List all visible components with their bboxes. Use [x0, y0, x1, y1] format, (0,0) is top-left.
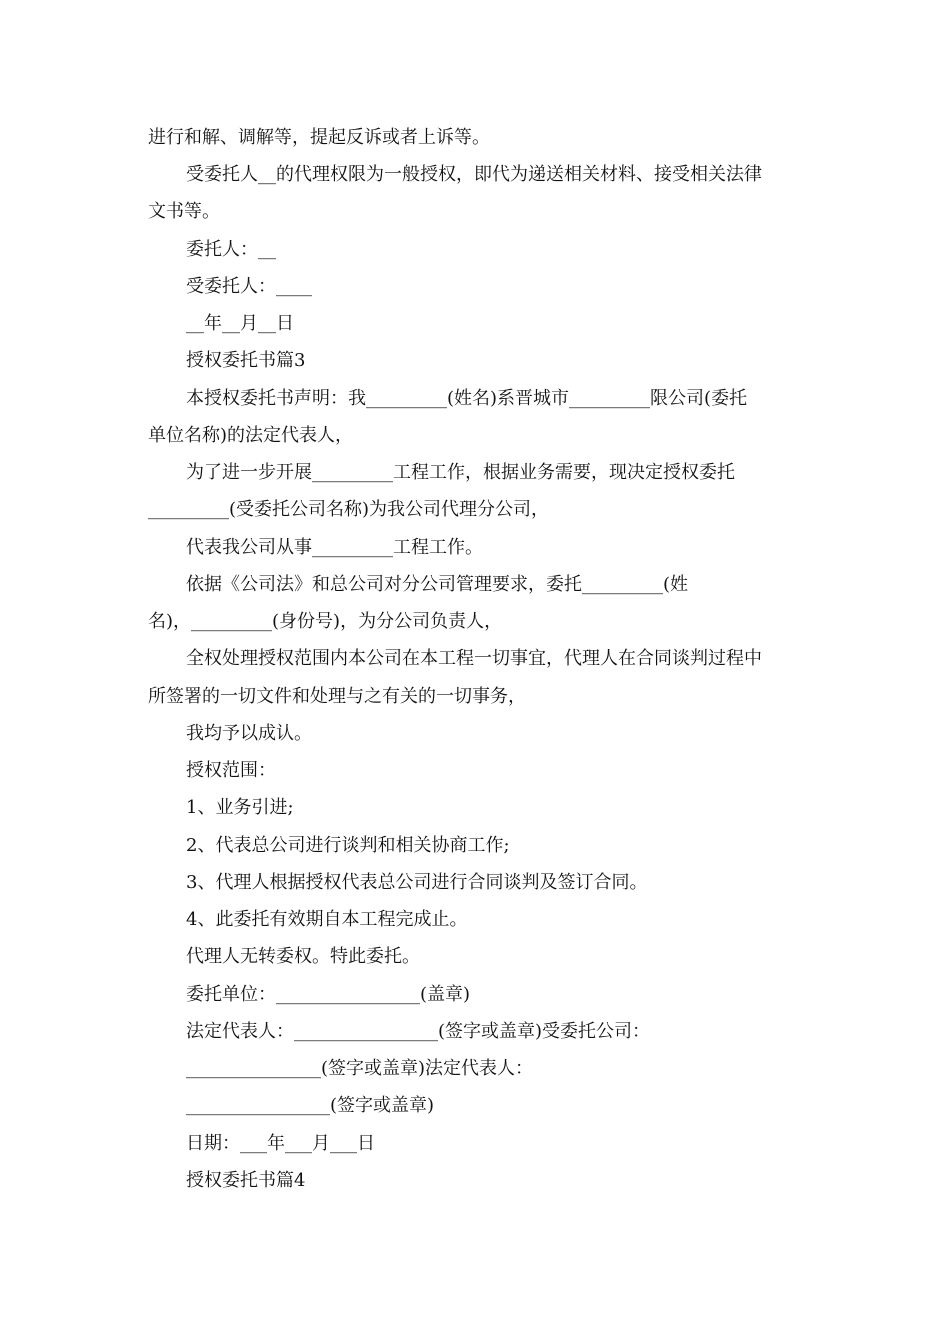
text-line: 名)，_________(身份号)，为分公司负责人，: [148, 611, 503, 632]
text-line: 受委托人：____: [186, 276, 312, 297]
text-line: ________________(签字或盖章): [186, 1095, 435, 1116]
text-line: 本授权委托书声明：我_________(姓名)系晋城市_________限公司(委托: [186, 388, 748, 409]
text-line: 日期：___年___月___日: [186, 1133, 375, 1154]
text-line: 代理人无转委权。特此委托。: [186, 946, 420, 967]
text-line: 全权处理授权范围内本公司在本工程一切事宜，代理人在合同谈判过程中: [186, 648, 762, 669]
list-item: 4、此委托有效期自本工程完成止。: [186, 909, 468, 930]
section-heading: 授权委托书篇3: [186, 350, 306, 371]
text-line: 我均予以成认。: [186, 723, 312, 744]
text-line: _______________(签字或盖章)法定代表人：: [186, 1058, 534, 1079]
text-line: 依据《公司法》和总公司对分公司管理要求，委托_________(姓: [186, 574, 689, 595]
text-line: __年__月__日: [186, 313, 294, 334]
text-line: 法定代表人：________________(签字或盖章)受委托公司：: [186, 1021, 651, 1042]
text-line: 文书等。: [148, 201, 220, 222]
text-line: 受委托人__的代理权限为一般授权，即代为递送相关材料、接受相关法律: [186, 164, 762, 185]
text-line: _________(受委托公司名称)为我公司代理分公司，: [148, 499, 550, 520]
text-line: 进行和解、调解等，提起反诉或者上诉等。: [148, 127, 490, 148]
list-item: 2、代表总公司进行谈判和相关协商工作;: [186, 835, 510, 856]
text-line: 单位名称)的法定代表人，: [148, 425, 354, 446]
list-item: 3、代理人根据授权代表总公司进行合同谈判及签订合同。: [186, 872, 648, 893]
text-line: 所签署的一切文件和处理与之有关的一切事务，: [148, 686, 526, 707]
text-line: 授权范围：: [186, 760, 276, 781]
text-line: 委托单位：________________(盖章): [186, 984, 471, 1005]
text-line: 代表我公司从事_________工程工作。: [186, 537, 483, 558]
list-item: 1、业务引进;: [186, 797, 294, 818]
text-line: 委托人：__: [186, 239, 276, 260]
section-heading: 授权委托书篇4: [186, 1170, 306, 1191]
text-line: 为了进一步开展_________工程工作，根据业务需要，现决定授权委托: [186, 462, 735, 483]
